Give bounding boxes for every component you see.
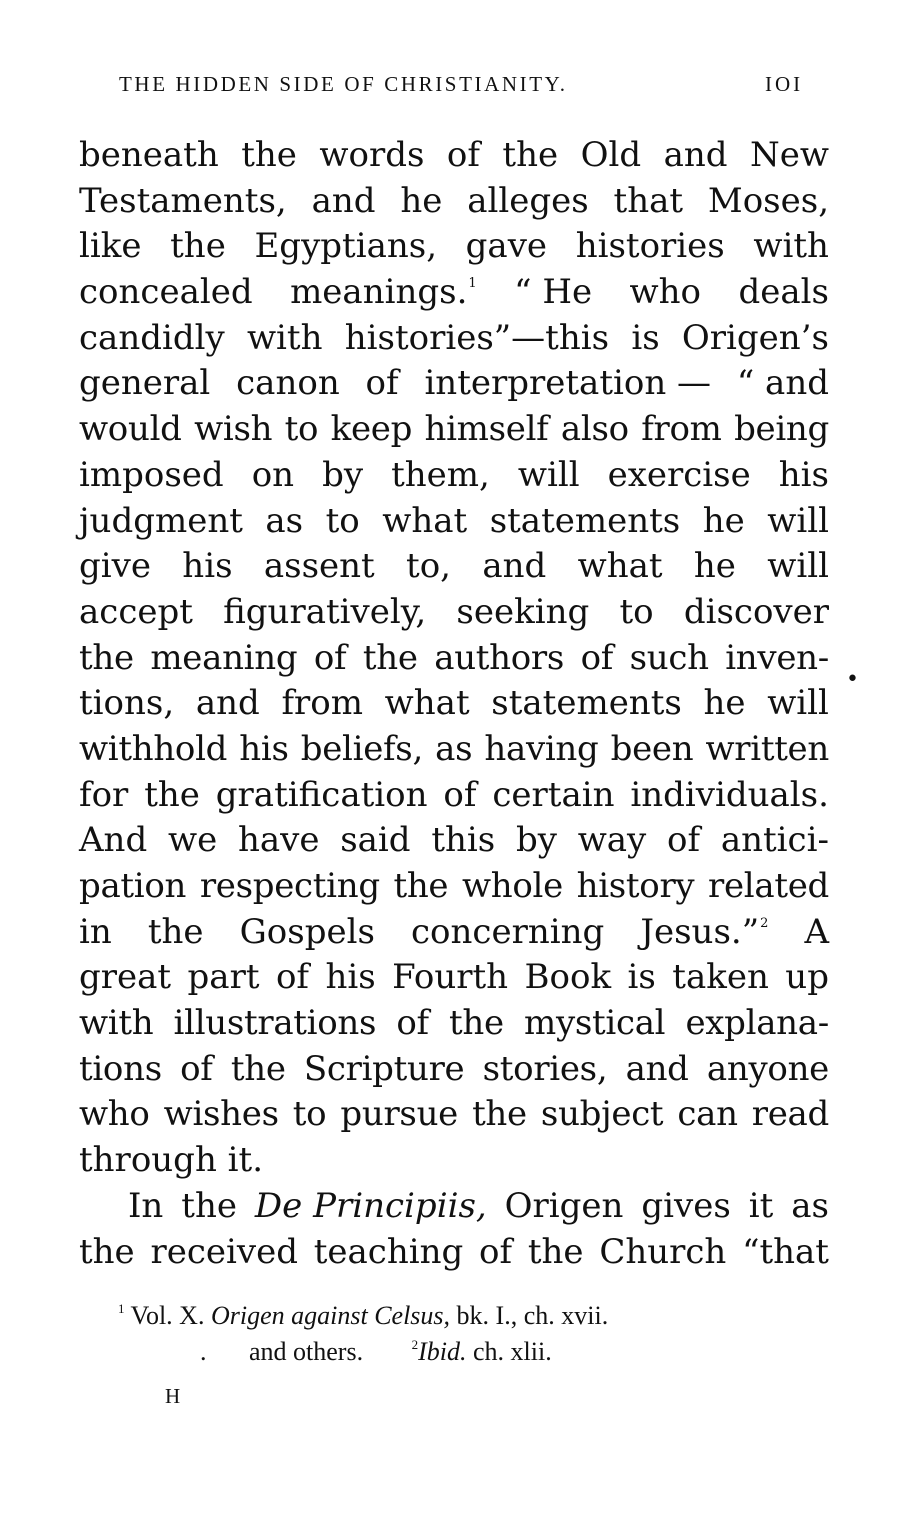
word: and <box>625 1048 689 1089</box>
word-with-footnote <box>640 910 768 956</box>
word: explana- <box>685 1003 829 1044</box>
word: and <box>195 683 260 724</box>
word: the <box>230 1048 286 1089</box>
word: by <box>515 820 557 861</box>
word: written <box>705 728 829 769</box>
word: imposed <box>79 454 224 495</box>
footnote-2-line <box>118 1334 838 1370</box>
text-line <box>79 1230 829 1276</box>
word: exercise <box>607 454 751 495</box>
word: as <box>435 728 473 769</box>
word: And <box>79 820 148 861</box>
word: candidly <box>79 317 225 358</box>
word: the <box>170 226 226 267</box>
word: of <box>580 637 614 678</box>
text-line <box>79 910 829 956</box>
word: antici- <box>720 820 829 861</box>
word: deals <box>738 272 829 313</box>
word: up <box>785 957 829 998</box>
word: we <box>167 820 218 861</box>
word: by <box>322 454 364 495</box>
text-line <box>79 590 829 636</box>
word: it <box>748 1185 774 1226</box>
word: Jesus.” <box>640 911 760 952</box>
running-head <box>0 66 900 106</box>
text-line <box>79 224 829 270</box>
word: Book <box>524 957 612 998</box>
word: what <box>577 546 663 587</box>
word: in <box>79 911 112 952</box>
word: of <box>667 820 701 861</box>
text-line <box>79 361 829 407</box>
footnotes <box>118 1298 838 1370</box>
word: Old <box>580 135 642 175</box>
text-line <box>79 1184 829 1230</box>
word: read <box>751 1094 829 1135</box>
word: what <box>384 683 470 724</box>
word: and <box>311 180 376 221</box>
word: mystical <box>524 1003 666 1044</box>
word: concerning <box>411 911 605 952</box>
word: authors <box>434 637 565 678</box>
text-line <box>79 1001 829 1047</box>
word: statements <box>491 683 682 724</box>
word: statements <box>489 500 681 541</box>
footnote-2-ibid: Ibid. <box>418 1337 467 1366</box>
word: on <box>251 454 295 495</box>
footnote-1 <box>118 1298 838 1334</box>
word: his <box>778 454 829 495</box>
footnote-2-reference: ch. xlii. <box>472 1337 552 1366</box>
word: he <box>702 500 745 541</box>
word: the <box>79 1231 135 1272</box>
word: and <box>663 135 728 175</box>
text-line <box>79 1047 829 1093</box>
word: is <box>627 957 656 998</box>
word: from <box>641 409 722 450</box>
word: he <box>400 180 443 221</box>
word: inven- <box>725 637 829 678</box>
word: tions, <box>79 683 175 724</box>
text-line <box>79 1092 829 1138</box>
word: the <box>502 135 559 175</box>
footnote-1-title: Origen against Celsus, <box>210 1301 451 1330</box>
word: stories, <box>482 1048 608 1089</box>
word: interpretation — <box>424 363 712 404</box>
word: been <box>610 728 694 769</box>
word: this <box>431 820 496 861</box>
word: Fourth <box>392 957 509 998</box>
word: as <box>791 1185 829 1226</box>
word: alleges <box>467 180 589 221</box>
footnote-1-marker: 1 <box>118 1301 125 1316</box>
book-title-italic: De Principiis, <box>254 1185 487 1226</box>
word: will <box>767 546 829 587</box>
text-line <box>79 864 829 910</box>
word: also <box>560 409 629 450</box>
word: is <box>631 317 660 358</box>
word: withhold <box>79 728 228 769</box>
word: Origen <box>504 1185 624 1226</box>
word: will <box>517 454 580 495</box>
word: of <box>313 637 347 678</box>
word: the <box>181 1185 237 1226</box>
word: meanings. <box>290 272 468 313</box>
word: words <box>319 135 425 175</box>
word: what <box>382 500 468 541</box>
word: concealed <box>79 272 253 313</box>
word: can <box>677 1094 738 1135</box>
word: subject <box>540 1094 664 1135</box>
word: gave <box>465 226 548 267</box>
running-title: THE HIDDEN SIDE OF CHRISTIANITY. <box>119 72 568 96</box>
word: his <box>325 957 376 998</box>
page-number: IOI <box>765 72 804 96</box>
word: the <box>527 1231 584 1272</box>
word: canon <box>236 363 340 404</box>
text-line <box>79 955 829 1001</box>
word: accept <box>79 591 193 632</box>
footnote-2-marker: 2 <box>411 1337 419 1352</box>
word: pursue <box>340 1094 458 1135</box>
word: received <box>150 1231 298 1272</box>
word: related <box>708 866 829 906</box>
word: who <box>79 1094 150 1135</box>
word: way <box>577 820 647 861</box>
margin-mark: • <box>846 667 859 692</box>
word: part <box>187 957 260 998</box>
word: for <box>79 774 129 815</box>
text-line <box>79 407 829 453</box>
word: to <box>619 591 654 632</box>
word: histories <box>575 226 725 267</box>
footnote-ref-1: 1 <box>468 276 477 292</box>
text-line <box>79 270 829 316</box>
word: having <box>484 728 599 769</box>
word: such <box>629 637 709 678</box>
word: he <box>703 683 746 724</box>
word: beneath <box>79 135 219 175</box>
word: New <box>749 135 829 175</box>
word: pation <box>79 866 187 906</box>
word: to <box>284 409 319 450</box>
word: the <box>393 866 449 906</box>
word: himself <box>424 409 549 450</box>
word: respecting <box>199 866 380 906</box>
word: Origen’s <box>681 317 829 358</box>
word: seeking <box>456 591 590 632</box>
word: judgment <box>79 500 243 541</box>
word: In <box>128 1185 164 1226</box>
word: the <box>147 911 204 952</box>
text-line <box>79 544 829 590</box>
word: certain <box>492 774 615 815</box>
word: gives <box>641 1185 731 1226</box>
word: the <box>362 637 418 678</box>
text-line <box>79 773 829 819</box>
word: of <box>275 957 309 998</box>
word: to, <box>406 546 451 587</box>
word: give <box>79 546 151 587</box>
word: of <box>443 774 477 815</box>
word: of <box>479 1231 513 1272</box>
word: “ He <box>514 272 593 313</box>
word: he <box>693 546 736 587</box>
footnote-1-continuation: and others. <box>249 1337 364 1366</box>
signature-mark: H <box>165 1384 181 1408</box>
text-line <box>79 453 829 499</box>
word: of <box>446 135 480 175</box>
word: “that <box>742 1231 829 1272</box>
word: will <box>767 500 829 541</box>
word: with <box>753 226 829 267</box>
word: gratification <box>215 774 428 815</box>
word: illustrations <box>173 1003 377 1044</box>
text-line <box>79 818 829 864</box>
word: great <box>79 957 172 998</box>
word: them, <box>391 454 490 495</box>
word: to <box>325 500 360 541</box>
text-line <box>79 499 829 545</box>
footnote-1-reference: bk. I., ch. xvii. <box>456 1301 609 1330</box>
word: wish <box>194 409 273 450</box>
word: anyone <box>706 1048 829 1089</box>
word: tions <box>79 1048 162 1089</box>
word: the <box>449 1003 504 1044</box>
word-with-footnote <box>290 270 477 316</box>
text-line <box>79 179 829 225</box>
word: figuratively, <box>223 591 427 632</box>
word: of <box>396 1003 429 1044</box>
text-line <box>79 133 829 179</box>
word: from <box>281 683 363 724</box>
word: of <box>180 1048 213 1089</box>
word: wishes <box>163 1094 279 1135</box>
word: his <box>182 546 233 587</box>
text-line <box>79 727 829 773</box>
word: Moses, <box>707 180 829 221</box>
word: beliefs, <box>300 728 423 769</box>
stray-dot: . <box>200 1337 207 1366</box>
word: discover <box>683 591 829 632</box>
word: have <box>237 820 320 861</box>
word: the <box>79 637 134 678</box>
word: would <box>79 409 182 450</box>
word: history <box>576 866 695 906</box>
word: Scripture <box>303 1048 465 1089</box>
word: teaching <box>313 1231 464 1272</box>
word: histories”—this <box>344 317 610 358</box>
word: “ and <box>736 363 829 404</box>
word: general <box>79 363 211 404</box>
word: and <box>482 546 547 587</box>
word: with <box>79 1003 154 1044</box>
word: Egyptians, <box>254 226 438 267</box>
word: his <box>239 728 289 769</box>
word: that <box>613 180 684 221</box>
word: Church <box>599 1231 727 1272</box>
word: to <box>292 1094 327 1135</box>
word: whole <box>461 866 563 906</box>
word: the <box>241 135 297 175</box>
footnote-ref-2: 2 <box>760 915 769 931</box>
word: taken <box>672 957 769 998</box>
paragraph-end-line <box>79 1138 829 1184</box>
word: the <box>472 1094 527 1135</box>
word: Testaments, <box>79 180 287 221</box>
text-line <box>79 681 829 727</box>
word: who <box>629 272 702 313</box>
word: Gospels <box>239 911 375 952</box>
body-text <box>79 133 829 1275</box>
word: the <box>144 774 200 815</box>
word: meaning <box>150 637 298 678</box>
word: said <box>340 820 411 861</box>
word: with <box>246 317 323 358</box>
text-line <box>79 636 829 682</box>
word: individuals. <box>630 774 829 815</box>
word: assent <box>263 546 375 587</box>
word: keep <box>330 409 413 450</box>
word: like <box>79 226 142 267</box>
word: will <box>767 683 829 724</box>
paragraph-end-text: through it. <box>79 1140 263 1181</box>
word: being <box>734 409 829 450</box>
word: as <box>265 500 304 541</box>
word: A <box>804 911 829 952</box>
text-line <box>79 316 829 362</box>
word: of <box>365 363 399 404</box>
footnote-1-volume: Vol. X. <box>130 1301 205 1330</box>
